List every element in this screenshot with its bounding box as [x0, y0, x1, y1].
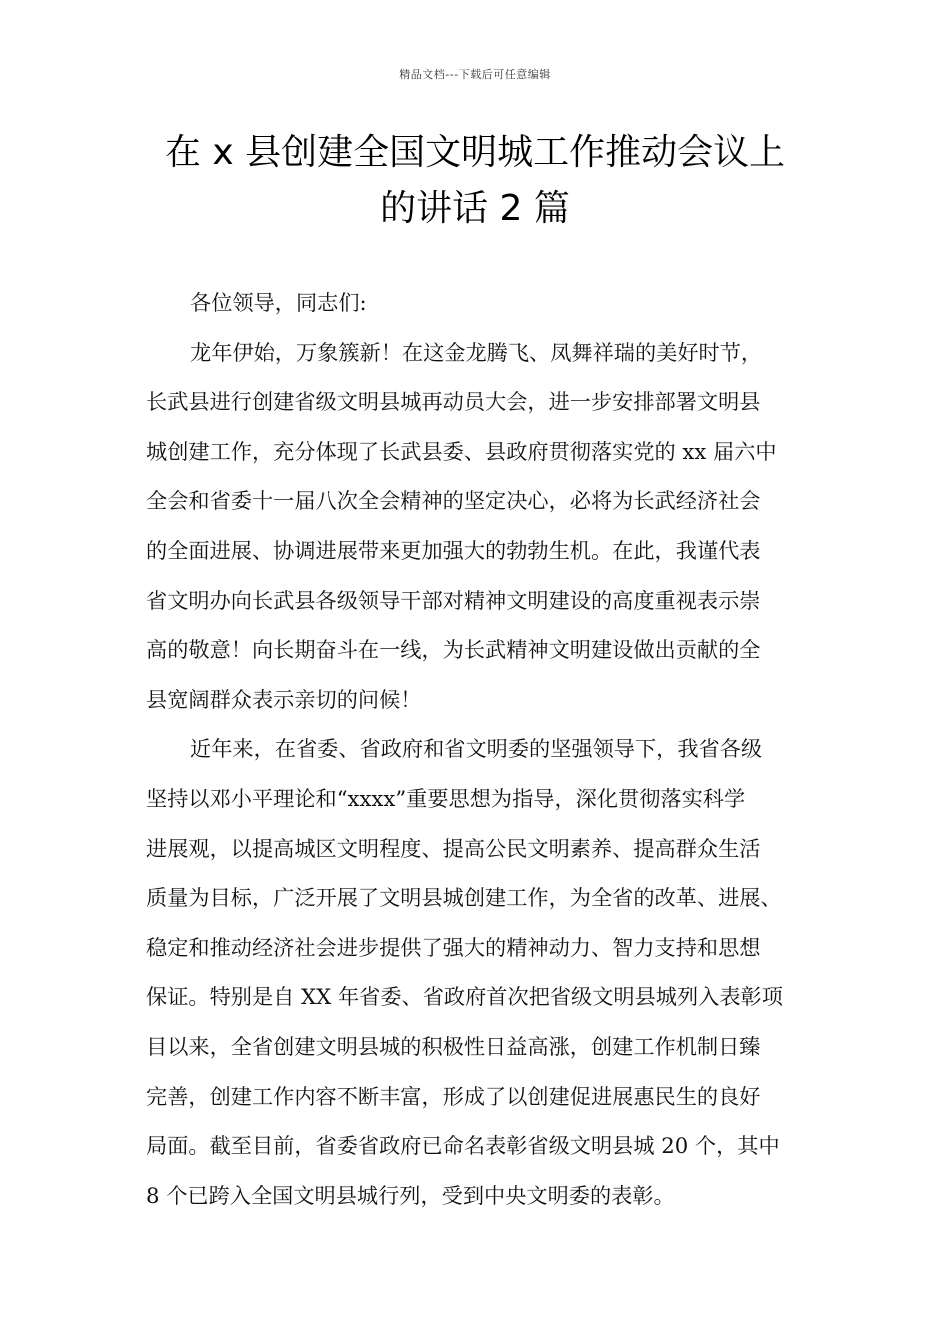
paragraph-line: 8 个已跨入全国文明县城行列，受到中央文明委的表彰。: [146, 1182, 675, 1208]
paragraph-line: 保证。特别是自 XX 年省委、省政府首次把省级文明县城列入表彰项: [146, 984, 783, 1010]
salutation: 各位领导，同志们:: [190, 290, 367, 315]
paragraph-line: 高的敬意！向长期奋斗在一线，为长武精神文明建设做出贡献的全: [146, 637, 761, 663]
paragraph-line: 稳定和推动经济社会进步提供了强大的精神动力、智力支持和思想: [146, 934, 761, 960]
paragraph-line: 的全面进展、协调进展带来更加强大的勃勃生机。在此，我谨代表: [146, 537, 761, 563]
paragraph-line: 全会和省委十一届八次全会精神的坚定决心，必将为长武经济社会: [146, 488, 761, 514]
paragraph-line: 目以来，全省创建文明县城的积极性日益高涨，创建工作机制日臻: [146, 1033, 761, 1059]
paragraph-line: 长武县进行创建省级文明县城再动员大会，进一步安排部署文明县: [146, 389, 761, 415]
title-line: 在 x 县创建全国文明城工作推动会议上: [164, 132, 786, 173]
paragraph-line: 近年来，在省委、省政府和省文明委的坚强领导下，我省各级: [190, 736, 763, 762]
paragraph-line: 县宽阔群众表示亲切的问候！: [146, 686, 422, 712]
title-line: 的讲话 2 篇: [380, 188, 570, 229]
paragraph-line: 局面。截至目前，省委省政府已命名表彰省级文明县城 20 个，其中: [146, 1133, 780, 1159]
paragraph-line: 进展观，以提高城区文明程度、提高公民文明素养、提高群众生活: [146, 835, 761, 861]
document-title: [95, 125, 855, 237]
document-body: [146, 278, 812, 1220]
paragraph-line: 质量为目标，广泛开展了文明县城创建工作，为全省的改革、进展、: [146, 885, 782, 911]
paragraph-line: 城创建工作，充分体现了长武县委、县政府贯彻落实党的 xx 届六中: [146, 438, 777, 464]
paragraph-line: 省文明办向长武县各级领导干部对精神文明建设的高度重视表示崇: [146, 587, 761, 613]
paragraph-line: 完善，创建工作内容不断丰富，形成了以创建促进展惠民生的良好: [146, 1083, 761, 1109]
paragraph-line: 龙年伊始，万象簇新！在这金龙腾飞、凤舞祥瑞的美好时节，: [190, 339, 763, 365]
paragraph-line: 坚持以邓小平理论和“xxxx”重要思想为指导，深化贯彻落实科学: [146, 785, 746, 811]
header-note: 精品文档---下载后可任意编辑: [399, 68, 551, 81]
